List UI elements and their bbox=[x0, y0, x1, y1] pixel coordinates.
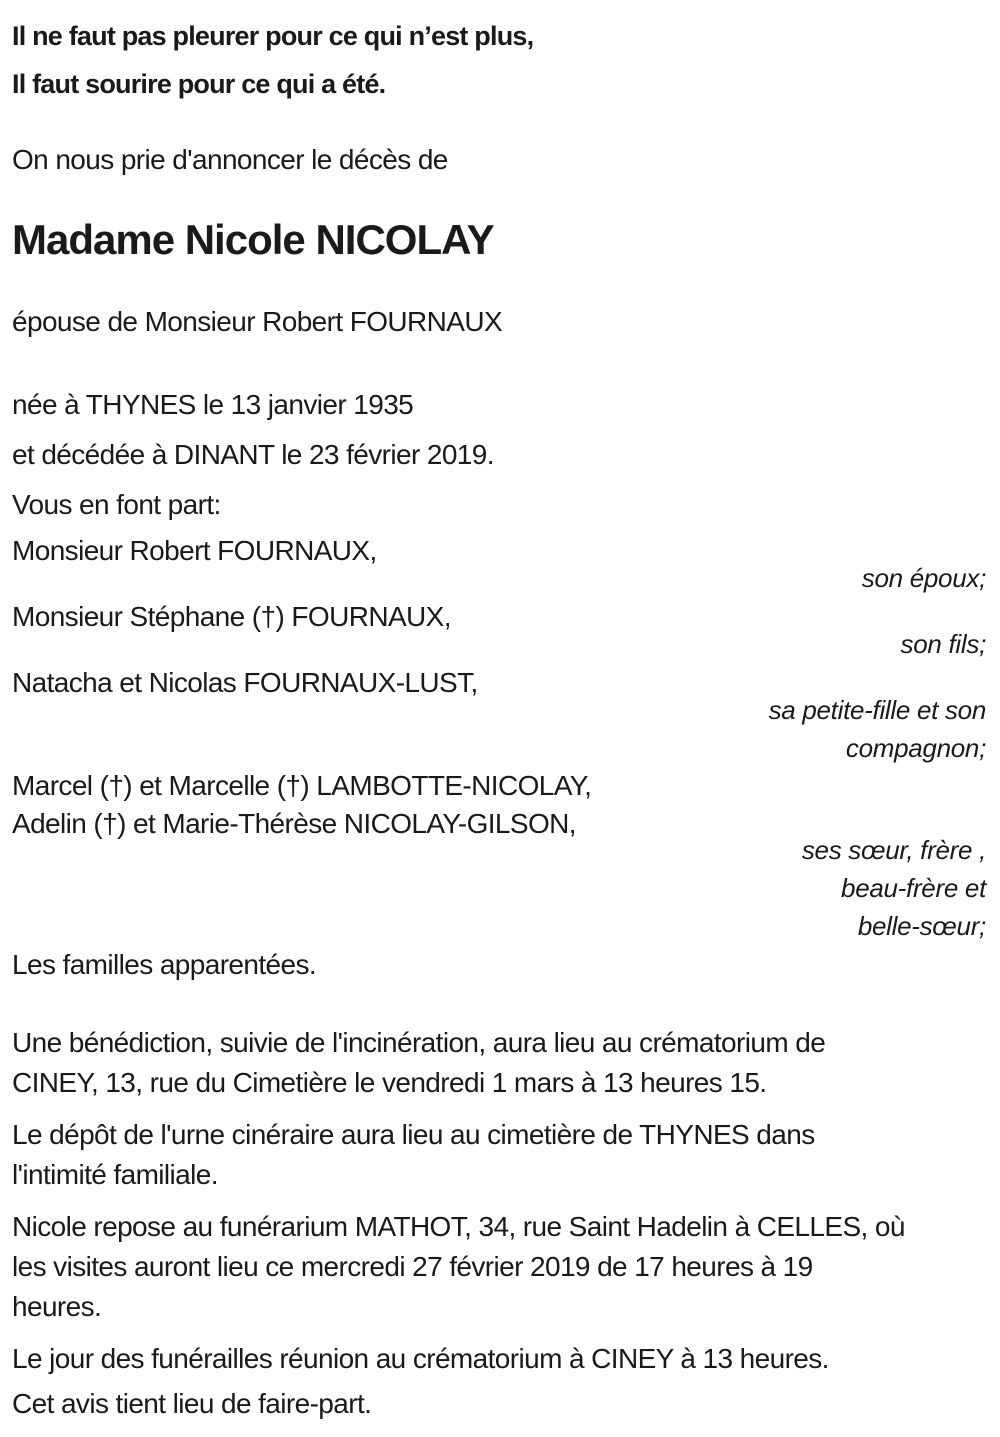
epigraph-line-1: Il ne faut pas pleurer pour ce qui n’est plus, bbox=[12, 21, 534, 51]
mourner-name: Natacha et Nicolas FOURNAUX-LUST, bbox=[12, 667, 478, 698]
paragraph-line: Nicole repose au funérarium MATHOT, 34, rue Saint Hadelin à CELLES, où bbox=[12, 1211, 905, 1242]
paragraph-line: les visites auront lieu ce mercredi 27 février 2019 de 17 heures à 19 bbox=[12, 1251, 813, 1282]
mourner-name: Marcel (†) et Marcelle (†) LAMBOTTE-NICOLAY, bbox=[12, 770, 592, 801]
paragraph-line: Une bénédiction, suivie de l'incinération, aura lieu au crématorium de bbox=[12, 1027, 826, 1058]
paragraph-line: Le jour des funérailles réunion au crématorium à CINEY à 13 heures. bbox=[12, 1343, 829, 1374]
birth-line: née à THYNES le 13 janvier 1935 bbox=[12, 389, 414, 420]
mourner-name: Monsieur Robert FOURNAUX, bbox=[12, 535, 377, 566]
spouse-line: épouse de Monsieur Robert FOURNAUX bbox=[12, 306, 503, 337]
epigraph bbox=[12, 12, 986, 108]
announcement-intro: On nous prie d'annoncer le décès de bbox=[12, 144, 448, 175]
mourner-entry bbox=[12, 767, 986, 945]
mourner-entry bbox=[12, 663, 986, 767]
mourner-relation-line: beau-frère et bbox=[841, 873, 986, 903]
paragraph-line: Cet avis tient lieu de faire-part. bbox=[12, 1388, 372, 1419]
mourner-name: Adelin (†) et Marie-Thérèse NICOLAY-GILSON, bbox=[12, 808, 576, 839]
mourner-relation-line: sa petite-fille et son bbox=[768, 695, 986, 725]
mourner-relation-line: ses sœur, frère , bbox=[801, 835, 986, 865]
mourner-relation-line: son époux; bbox=[861, 563, 986, 593]
ceremony-paragraph bbox=[12, 1023, 986, 1103]
mourners-intro: Vous en font part: bbox=[12, 489, 221, 520]
notice-closing-paragraph bbox=[12, 1384, 986, 1424]
deceased-name: Madame Nicole NICOLAY bbox=[12, 216, 494, 263]
paragraph-line: Le dépôt de l'urne cinéraire aura lieu au cimetière de THYNES dans bbox=[12, 1119, 815, 1150]
mourner-entry bbox=[12, 597, 986, 663]
families-line: Les familles apparentées. bbox=[12, 949, 317, 980]
urn-paragraph bbox=[12, 1115, 986, 1195]
mourner-relation bbox=[12, 831, 986, 945]
mourners-list bbox=[12, 531, 986, 945]
mourner-relation-line: compagnon; bbox=[845, 733, 986, 763]
epigraph-line-2: Il faut sourire pour ce qui a été. bbox=[12, 69, 386, 99]
mourner-entry bbox=[12, 531, 986, 597]
paragraph-line: heures. bbox=[12, 1291, 102, 1322]
mourner-relation-line: son fils; bbox=[900, 629, 986, 659]
mourner-relation-line: belle-sœur; bbox=[857, 911, 986, 941]
paragraph-line: l'intimité familiale. bbox=[12, 1159, 218, 1190]
paragraph-line: CINEY, 13, rue du Cimetière le vendredi 1 mars à 13 heures 15. bbox=[12, 1067, 767, 1098]
funeral-day-paragraph bbox=[12, 1339, 986, 1379]
mourner-name: Monsieur Stéphane (†) FOURNAUX, bbox=[12, 601, 451, 632]
funerarium-paragraph bbox=[12, 1207, 986, 1327]
death-line: et décédée à DINANT le 23 février 2019. bbox=[12, 439, 494, 470]
